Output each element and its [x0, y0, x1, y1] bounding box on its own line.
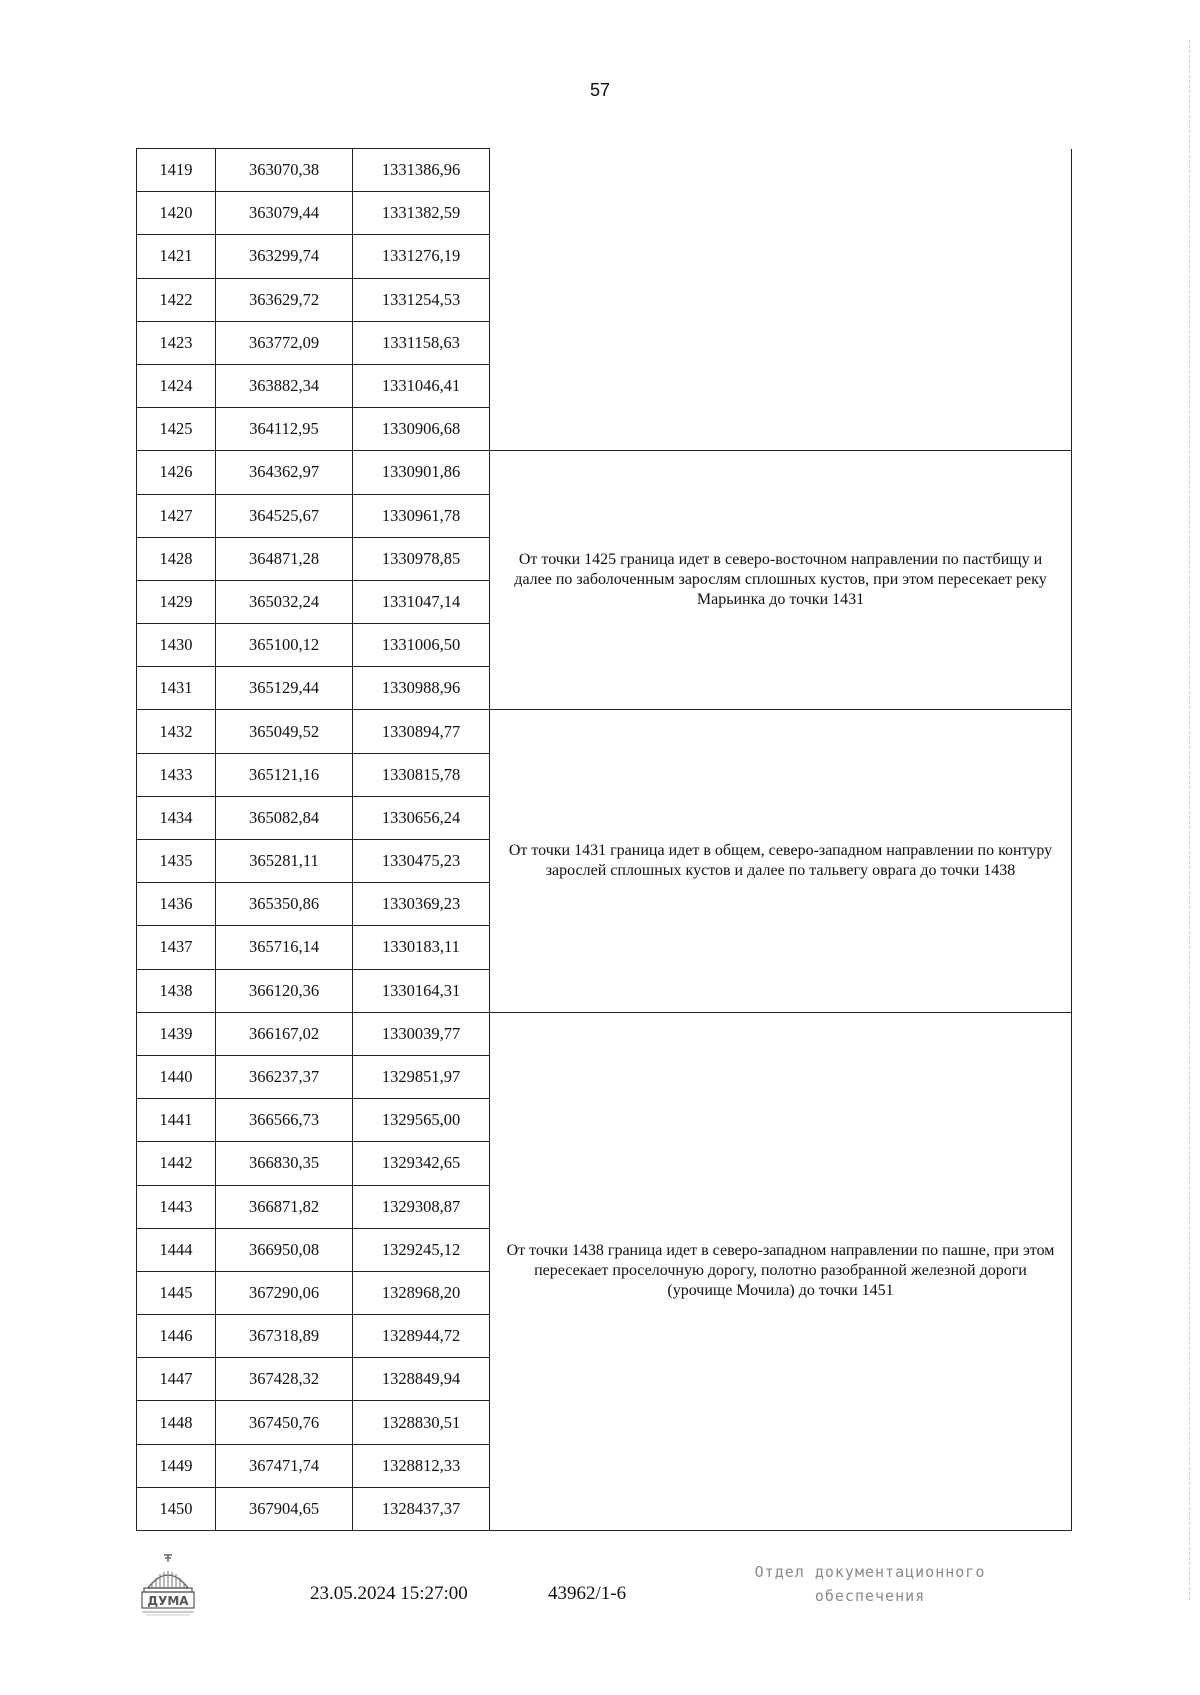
y-coordinate-cell: 1329851,97	[353, 1055, 490, 1098]
x-coordinate-cell: 366566,73	[216, 1099, 353, 1142]
y-coordinate-cell: 1328437,37	[353, 1487, 490, 1530]
x-coordinate-cell: 366167,02	[216, 1012, 353, 1055]
coordinates-table-wrapper	[136, 148, 1072, 1531]
point-number-cell: 1430	[137, 624, 216, 667]
x-coordinate-cell: 365121,16	[216, 753, 353, 796]
y-coordinate-cell: 1330475,23	[353, 840, 490, 883]
y-coordinate-cell: 1329342,65	[353, 1142, 490, 1185]
y-coordinate-cell: 1330183,11	[353, 926, 490, 969]
x-coordinate-cell: 365032,24	[216, 580, 353, 623]
point-number-cell: 1440	[137, 1055, 216, 1098]
footer-datetime: 23.05.2024 15:27:00	[310, 1583, 468, 1604]
y-coordinate-cell: 1330894,77	[353, 710, 490, 753]
y-coordinate-cell: 1331386,96	[353, 149, 490, 192]
x-coordinate-cell: 365100,12	[216, 624, 353, 667]
x-coordinate-cell: 367471,74	[216, 1444, 353, 1487]
y-coordinate-cell: 1328944,72	[353, 1315, 490, 1358]
x-coordinate-cell: 363299,74	[216, 235, 353, 278]
point-number-cell: 1443	[137, 1185, 216, 1228]
x-coordinate-cell: 363070,38	[216, 149, 353, 192]
boundary-description-cell: От точки 1425 граница идет в северо-восточном направлении по пастбищу и далее по заболоченным зарослям сплошных кустов, при этом пересекает реку Марьинка до точки 1431	[490, 451, 1072, 710]
point-number-cell: 1446	[137, 1315, 216, 1358]
x-coordinate-cell: 367318,89	[216, 1315, 353, 1358]
table-row	[137, 1012, 1072, 1055]
point-number-cell: 1425	[137, 408, 216, 451]
x-coordinate-cell: 365129,44	[216, 667, 353, 710]
x-coordinate-cell: 364362,97	[216, 451, 353, 494]
scan-edge-artifact	[1189, 40, 1192, 1600]
y-coordinate-cell: 1329245,12	[353, 1228, 490, 1271]
point-number-cell: 1435	[137, 840, 216, 883]
y-coordinate-cell: 1331046,41	[353, 364, 490, 407]
point-number-cell: 1437	[137, 926, 216, 969]
x-coordinate-cell: 367428,32	[216, 1358, 353, 1401]
y-coordinate-cell: 1331047,14	[353, 580, 490, 623]
y-coordinate-cell: 1330901,86	[353, 451, 490, 494]
x-coordinate-cell: 364525,67	[216, 494, 353, 537]
stamp-line-2: обеспечения	[814, 1587, 926, 1605]
point-number-cell: 1421	[137, 235, 216, 278]
duma-logo-icon	[138, 1552, 198, 1620]
x-coordinate-cell: 366830,35	[216, 1142, 353, 1185]
x-coordinate-cell: 365049,52	[216, 710, 353, 753]
x-coordinate-cell: 367290,06	[216, 1271, 353, 1314]
y-coordinate-cell: 1331254,53	[353, 278, 490, 321]
y-coordinate-cell: 1328812,33	[353, 1444, 490, 1487]
x-coordinate-cell: 363772,09	[216, 321, 353, 364]
y-coordinate-cell: 1330164,31	[353, 969, 490, 1012]
stamp-line-1: Отдел документационного	[754, 1563, 986, 1581]
point-number-cell: 1444	[137, 1228, 216, 1271]
point-number-cell: 1429	[137, 580, 216, 623]
y-coordinate-cell: 1330369,23	[353, 883, 490, 926]
y-coordinate-cell: 1330988,96	[353, 667, 490, 710]
department-stamp	[720, 1560, 1020, 1608]
x-coordinate-cell: 367450,76	[216, 1401, 353, 1444]
point-number-cell: 1441	[137, 1099, 216, 1142]
table-row	[137, 451, 1072, 494]
x-coordinate-cell: 364871,28	[216, 537, 353, 580]
y-coordinate-cell: 1331158,63	[353, 321, 490, 364]
point-number-cell: 1422	[137, 278, 216, 321]
point-number-cell: 1426	[137, 451, 216, 494]
x-coordinate-cell: 363882,34	[216, 364, 353, 407]
y-coordinate-cell: 1328830,51	[353, 1401, 490, 1444]
x-coordinate-cell: 363629,72	[216, 278, 353, 321]
point-number-cell: 1433	[137, 753, 216, 796]
point-number-cell: 1419	[137, 149, 216, 192]
y-coordinate-cell: 1331006,50	[353, 624, 490, 667]
table-row	[137, 149, 1072, 192]
boundary-description-cell: От точки 1431 граница идет в общем, северо-западном направлении по контуру зарослей сплошных кустов и далее по тальвегу оврага до точки 1438	[490, 710, 1072, 1012]
x-coordinate-cell: 366120,36	[216, 969, 353, 1012]
point-number-cell: 1428	[137, 537, 216, 580]
point-number-cell: 1445	[137, 1271, 216, 1314]
y-coordinate-cell: 1330815,78	[353, 753, 490, 796]
point-number-cell: 1438	[137, 969, 216, 1012]
y-coordinate-cell: 1330039,77	[353, 1012, 490, 1055]
svg-text:ДУМА: ДУМА	[147, 1594, 189, 1608]
boundary-description-cell	[490, 149, 1072, 451]
boundary-description-cell: От точки 1438 граница идет в северо-западном направлении по пашне, при этом пересекает проселочную дорогу, полотно разобранной железной дороги (урочище Мочила) до точки 1451	[490, 1012, 1072, 1530]
point-number-cell: 1431	[137, 667, 216, 710]
point-number-cell: 1450	[137, 1487, 216, 1530]
x-coordinate-cell: 365281,11	[216, 840, 353, 883]
y-coordinate-cell: 1328849,94	[353, 1358, 490, 1401]
point-number-cell: 1427	[137, 494, 216, 537]
x-coordinate-cell: 366950,08	[216, 1228, 353, 1271]
y-coordinate-cell: 1331382,59	[353, 192, 490, 235]
y-coordinate-cell: 1330978,85	[353, 537, 490, 580]
y-coordinate-cell: 1330906,68	[353, 408, 490, 451]
x-coordinate-cell: 365082,84	[216, 796, 353, 839]
y-coordinate-cell: 1328968,20	[353, 1271, 490, 1314]
point-number-cell: 1449	[137, 1444, 216, 1487]
point-number-cell: 1420	[137, 192, 216, 235]
table-row	[137, 710, 1072, 753]
point-number-cell: 1442	[137, 1142, 216, 1185]
x-coordinate-cell: 365350,86	[216, 883, 353, 926]
x-coordinate-cell: 364112,95	[216, 408, 353, 451]
y-coordinate-cell: 1331276,19	[353, 235, 490, 278]
x-coordinate-cell: 367904,65	[216, 1487, 353, 1530]
point-number-cell: 1436	[137, 883, 216, 926]
x-coordinate-cell: 366871,82	[216, 1185, 353, 1228]
y-coordinate-cell: 1330656,24	[353, 796, 490, 839]
page-number: 57	[589, 80, 611, 100]
footer-document-number: 43962/1-6	[548, 1583, 627, 1604]
y-coordinate-cell: 1329565,00	[353, 1099, 490, 1142]
x-coordinate-cell: 365716,14	[216, 926, 353, 969]
y-coordinate-cell: 1329308,87	[353, 1185, 490, 1228]
coordinates-table	[136, 148, 1072, 1531]
point-number-cell: 1447	[137, 1358, 216, 1401]
x-coordinate-cell: 366237,37	[216, 1055, 353, 1098]
point-number-cell: 1448	[137, 1401, 216, 1444]
point-number-cell: 1439	[137, 1012, 216, 1055]
point-number-cell: 1424	[137, 364, 216, 407]
y-coordinate-cell: 1330961,78	[353, 494, 490, 537]
point-number-cell: 1432	[137, 710, 216, 753]
point-number-cell: 1423	[137, 321, 216, 364]
point-number-cell: 1434	[137, 796, 216, 839]
x-coordinate-cell: 363079,44	[216, 192, 353, 235]
